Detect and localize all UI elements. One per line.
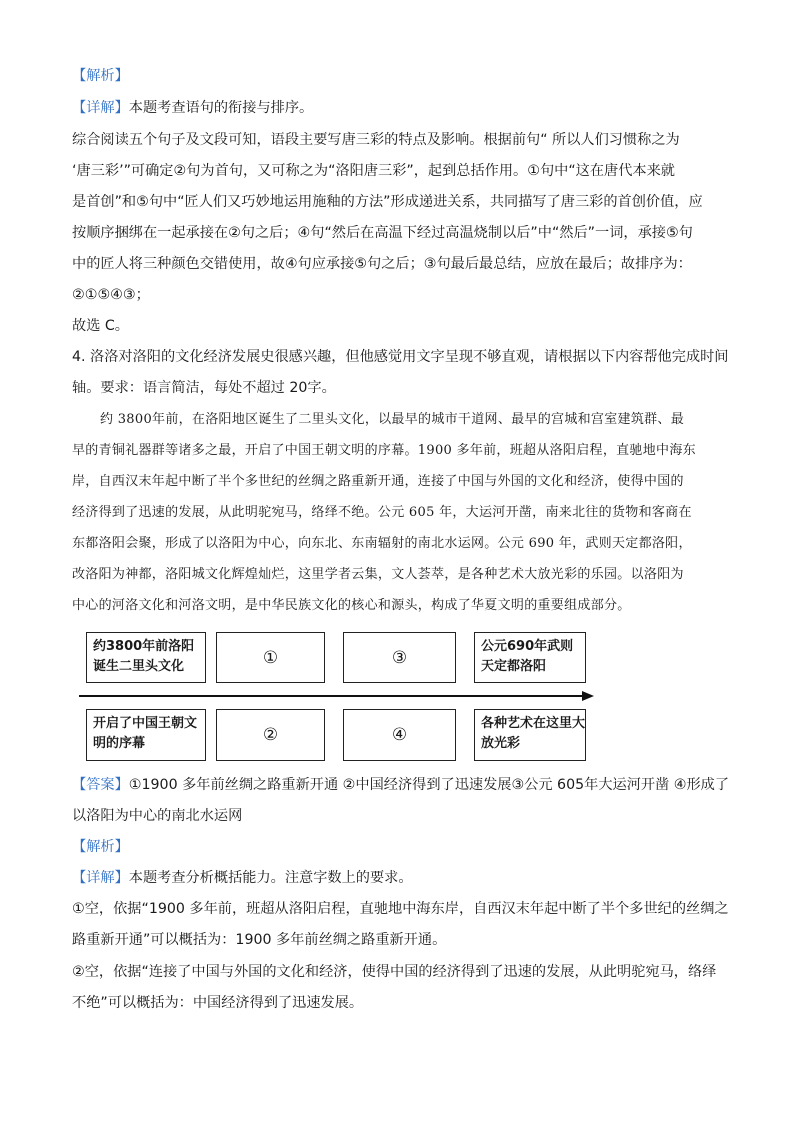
analysis-line: 综合阅读五个句子及文段可知，语段主要写唐三彩的特点及影响。根据前句“ 所以人们习惯称之为 — [72, 132, 680, 148]
answer-line-2: 以洛阳为中心的南北水运网 — [72, 808, 243, 824]
analysis-line: ‘唐三彩’”可确定②句为首句，又可称之为“洛阳唐三彩”，起到总括作用。①句中“这在唐代本来就 — [72, 163, 675, 179]
xiangjie-line — [72, 98, 313, 118]
question-line: 轴。要求：语言简洁，每处不超过 20字。 — [72, 380, 336, 396]
answer-label: 【答案】 — [72, 777, 129, 793]
analysis-line-2: ②空，依据“连接了中国与外国的文化和经济，使得中国的经济得到了迅速的发展，从此明驼宛马，络绎 — [72, 964, 717, 980]
passage-line: 约 3800年前，在洛阳地区诞生了二里头文化，以最早的城市干道网、最早的宫城和宫室建筑群、最 — [100, 412, 685, 427]
answer-text: ①1900 多年前丝绸之路重新开通 ②中国经济得到了迅速发展③公元 605年大运河开凿 ④形成了 — [128, 777, 730, 793]
timeline-box-top-4: 公元690年武则天定都洛阳 — [474, 632, 586, 683]
timeline-box-top-3: ③ — [343, 632, 456, 683]
analysis-line: ②①⑤④③； — [72, 287, 150, 303]
xiangjie-text-2: 本题考查分析概括能力。注意字数上的要求。 — [128, 870, 413, 886]
timeline-box-top-1: 约3800年前洛阳诞生二里头文化 — [86, 632, 206, 683]
timeline-arrowhead — [582, 691, 594, 701]
timeline-box-top-2: ① — [216, 632, 325, 683]
analysis-line: 故选 C。 — [72, 318, 129, 334]
jiexi-label: 【解析】 — [72, 68, 129, 84]
passage-line: 改洛阳为神都，洛阳城文化辉煌灿烂，这里学者云集，文人荟萃，是各种艺术大放光彩的乐园。以洛阳为 — [72, 567, 684, 582]
timeline-axis — [79, 695, 584, 697]
jiexi-label-2: 【解析】 — [72, 839, 129, 855]
xiangjie-text: 本题考查语句的衔接与排序。 — [128, 100, 314, 116]
passage-line: 东都洛阳会聚，形成了以洛阳为中心，向东北、东南辐射的南北水运网。公元 690 年，武则天定都洛阳， — [72, 536, 692, 551]
passage-line: 早的青铜礼器群等诸多之最，开启了中国王朝文明的序幕。1900 多年前，班超从洛阳启程，直驰地中海东 — [72, 443, 696, 458]
analysis-line: 中的匠人将三种颜色交错使用，故④句应承接⑤句之后；③句最后最总结，应放在最后；故排序为： — [72, 256, 692, 272]
passage-line: 经济得到了迅速的发展，从此明驼宛马，络绎不绝。公元 605 年，大运河开凿，南来北往的货物和客商在 — [72, 505, 692, 520]
timeline-box-bottom-2: ② — [216, 709, 325, 761]
xiangjie-line-2 — [72, 868, 413, 888]
analysis-line: 按顺序捆绑在一起承接在②句之后；④句“然后在高温下经过高温烧制以后”中“然后”一词，承接⑤句 — [72, 225, 693, 241]
passage-line: 中心的河洛文化和河洛文明，是中华民族文化的核心和源头，构成了华夏文明的重要组成部分。 — [72, 598, 631, 613]
analysis-line-2: 路重新开通”可以概括为：1900 多年前丝绸之路重新开通。 — [72, 932, 447, 948]
xiangjie-label: 【详解】 — [72, 100, 129, 116]
question-line: 4. 洛洛对洛阳的文化经济发展史很感兴趣，但他感觉用文字呈现不够直观，请根据以下内容帮他完成时间 — [72, 349, 729, 365]
xiangjie-label-2: 【详解】 — [72, 870, 129, 886]
passage-line: 岸，自西汉末年起中断了半个多世纪的丝绸之路重新开通，连接了中国与外国的文化和经济，使得中国的 — [72, 474, 684, 489]
answer-line — [72, 775, 729, 795]
analysis-line-2: 不绝”可以概括为：中国经济得到了迅速发展。 — [72, 995, 364, 1011]
timeline-box-bottom-1: 开启了中国王朝文明的序幕 — [86, 709, 206, 761]
timeline-box-bottom-3: ④ — [343, 709, 456, 761]
analysis-line: 是首创”和⑤句中“匠人们又巧妙地运用施釉的方法”形成递进关系，共同描写了唐三彩的首创价值，应 — [72, 194, 703, 210]
analysis-line-2: ①空，依据“1900 多年前，班超从洛阳启程，直驰地中海东岸，自西汉末年起中断了半个多世纪的丝绸之 — [72, 901, 729, 917]
timeline-box-bottom-4: 各种艺术在这里大放光彩 — [474, 709, 586, 761]
